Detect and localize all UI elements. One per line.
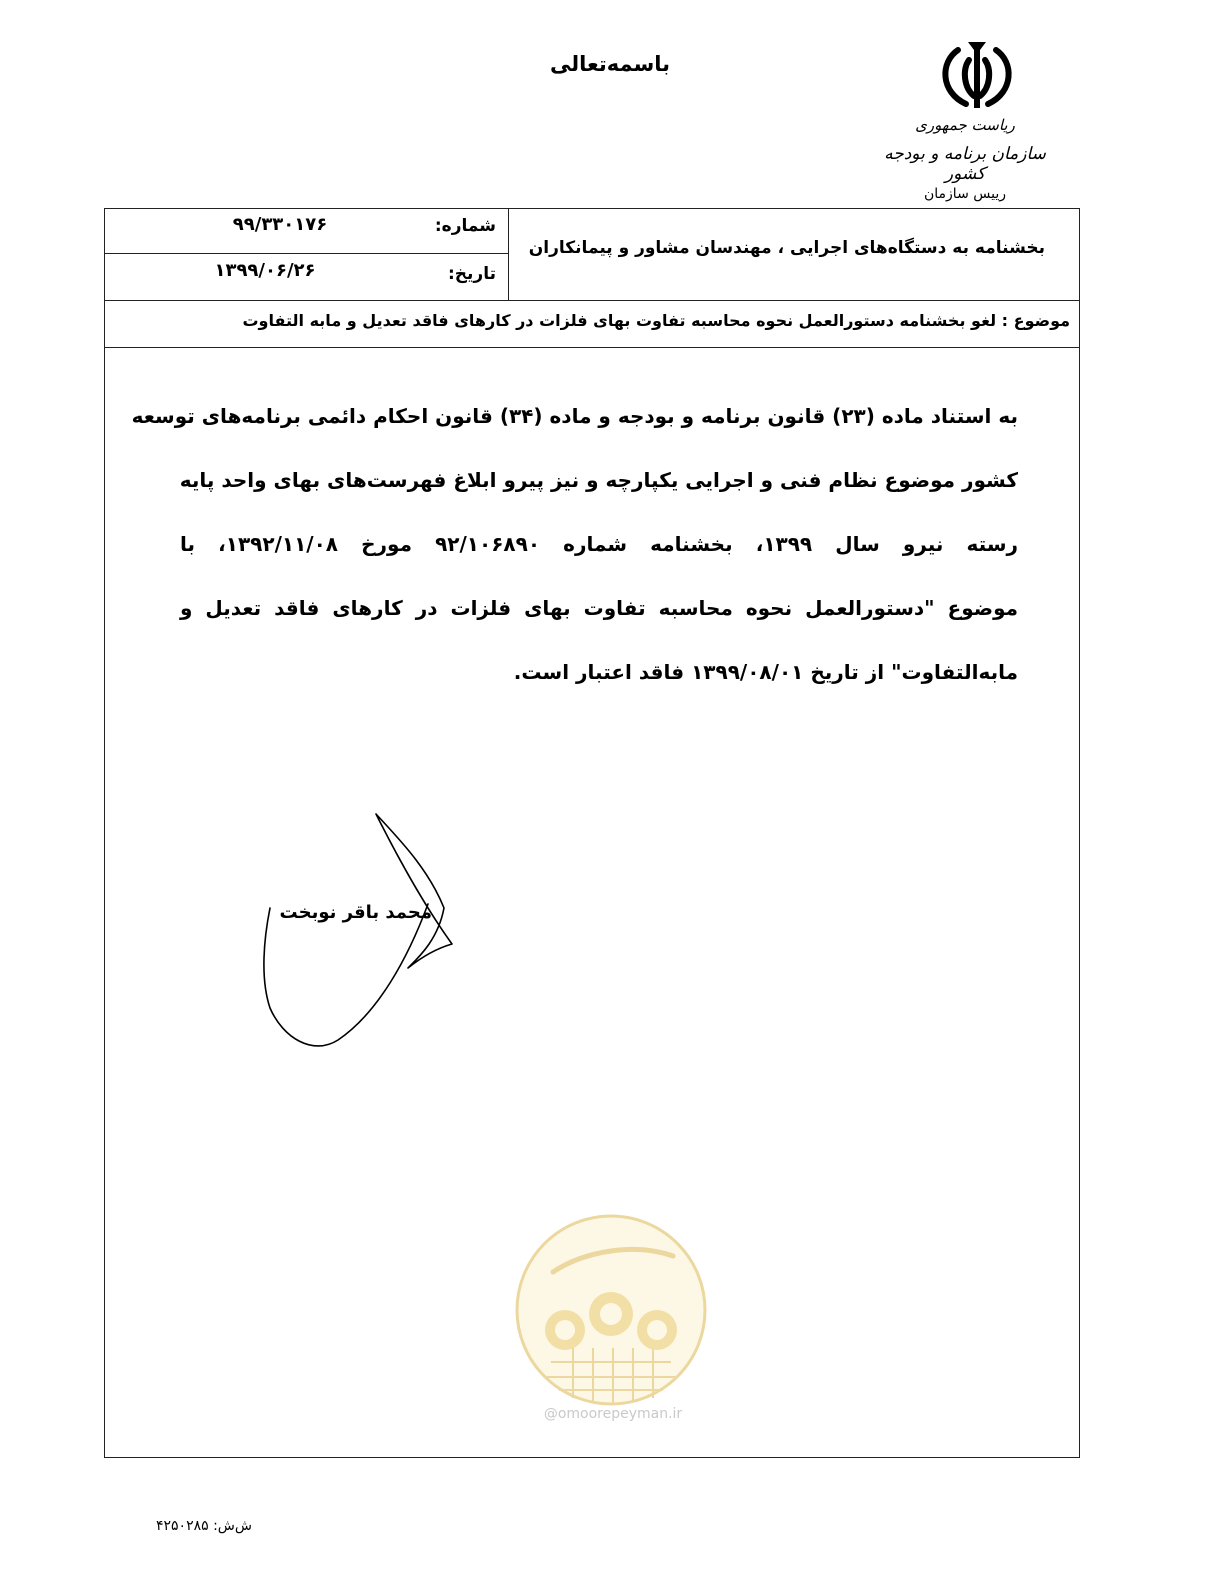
footer-reference: ش‌ش: ۴۲۵۰۲۸۵ bbox=[156, 1518, 252, 1534]
date-label: تاریخ: bbox=[448, 264, 496, 284]
invocation-title: باسمه‌تعالی bbox=[550, 52, 670, 76]
body-line: به استناد ماده (۲۳) قانون برنامه و بودجه و ماده (۳۴) قانون احکام دائمی برنامه‌های توسعه bbox=[131, 404, 1018, 428]
org-line-organization: سازمان برنامه و بودجه کشور bbox=[884, 144, 1046, 184]
subject-divider bbox=[104, 347, 1080, 348]
number-label: شماره: bbox=[434, 216, 496, 236]
number-value: ۹۹/۳۳۰۱۷۶ bbox=[232, 214, 328, 235]
meta-row-divider bbox=[104, 253, 508, 254]
date-value: ۱۳۹۹/۰۶/۲۶ bbox=[214, 260, 316, 281]
body-line: موضوع "دستورالعمل نحوه محاسبه تفاوت بهای فلزات در کارهای فاقد تعدیل و bbox=[180, 596, 1018, 620]
recipients: بخشنامه به دستگاه‌های اجرایی ، مهندسان مشاور و پیمانکاران bbox=[528, 238, 1045, 258]
letter-body bbox=[131, 386, 1018, 706]
org-line-presidency: ریاست جمهوری bbox=[915, 116, 1015, 134]
body-line: رسته نیرو سال ۱۳۹۹، بخشنامه شماره ۹۲/۱۰۶۸۹۰ مورخ ۱۳۹۲/۱۱/۰۸، با bbox=[180, 532, 1018, 556]
signer-name: محمد باقر نوبخت bbox=[279, 902, 432, 923]
handwritten-signature bbox=[258, 808, 468, 1058]
meta-column-divider bbox=[508, 208, 509, 300]
subject-line: موضوع : لغو بخشنامه دستورالعمل نحوه محاسبه تفاوت بهای فلزات در کارهای فاقد تعدیل و مابه التفاوت bbox=[242, 311, 1070, 330]
body-line: کشور موضوع نظام فنی و اجرایی یکپارچه و نیز پیرو ابلاغ فهرست‌های بهای واحد پایه bbox=[179, 468, 1018, 492]
iran-emblem-icon bbox=[936, 36, 1018, 118]
org-role: رییس سازمان bbox=[924, 186, 1006, 202]
watermark-url: @omoorepeyman.ir bbox=[543, 1406, 683, 1422]
header-divider bbox=[104, 300, 1080, 301]
watermark-seal-icon bbox=[513, 1212, 709, 1408]
body-line: مابه‌التفاوت" از تاریخ ۱۳۹۹/۰۸/۰۱ فاقد اعتبار است. bbox=[513, 660, 1018, 684]
